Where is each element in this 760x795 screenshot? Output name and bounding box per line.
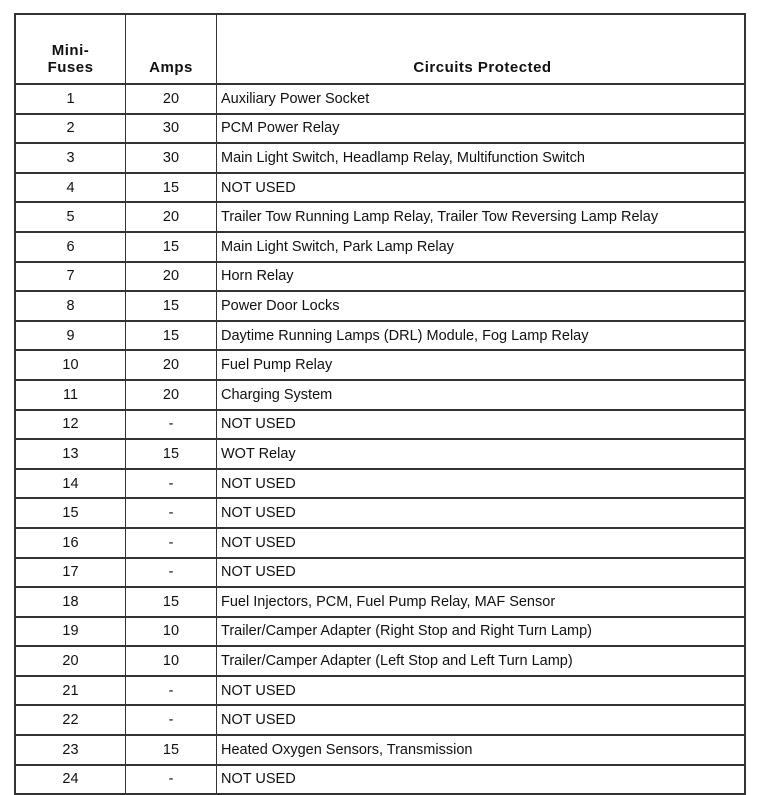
fuse-number-cell: 6: [15, 232, 126, 262]
amps-cell: 15: [126, 321, 217, 351]
circuit-cell: Main Light Switch, Park Lamp Relay: [217, 232, 746, 262]
amps-cell: 15: [126, 735, 217, 765]
amps-cell: -: [126, 528, 217, 558]
circuit-cell: Daytime Running Lamps (DRL) Module, Fog Lamp Relay: [217, 321, 746, 351]
amps-cell: -: [126, 676, 217, 706]
amps-cell: 15: [126, 587, 217, 617]
amps-cell: -: [126, 705, 217, 735]
circuit-cell: NOT USED: [217, 528, 746, 558]
table-row: [15, 173, 745, 203]
circuit-cell: NOT USED: [217, 765, 746, 795]
header-mini-fuses: [15, 14, 126, 84]
circuit-cell: NOT USED: [217, 173, 746, 203]
fuse-number-cell: 17: [15, 558, 126, 588]
amps-cell: -: [126, 558, 217, 588]
fuse-number-cell: 9: [15, 321, 126, 351]
amps-cell: 20: [126, 262, 217, 292]
circuit-cell: Fuel Injectors, PCM, Fuel Pump Relay, MAF Sensor: [217, 587, 746, 617]
table-row: [15, 291, 745, 321]
circuit-cell: NOT USED: [217, 498, 746, 528]
circuit-cell: Heated Oxygen Sensors, Transmission: [217, 735, 746, 765]
fuse-number-cell: 22: [15, 705, 126, 735]
circuit-cell: WOT Relay: [217, 439, 746, 469]
circuit-cell: NOT USED: [217, 558, 746, 588]
amps-cell: 30: [126, 114, 217, 144]
table-row: [15, 410, 745, 440]
amps-cell: 20: [126, 84, 217, 114]
fuse-number-cell: 8: [15, 291, 126, 321]
fuse-number-cell: 15: [15, 498, 126, 528]
amps-cell: 15: [126, 439, 217, 469]
header-amps: Amps: [126, 14, 217, 84]
table-row: [15, 617, 745, 647]
fuse-number-cell: 13: [15, 439, 126, 469]
amps-cell: 15: [126, 173, 217, 203]
circuit-cell: Trailer/Camper Adapter (Right Stop and Right Turn Lamp): [217, 617, 746, 647]
table-row: [15, 84, 745, 114]
circuit-cell: Auxiliary Power Socket: [217, 84, 746, 114]
fuse-number-cell: 23: [15, 735, 126, 765]
table-row: [15, 439, 745, 469]
fuse-number-cell: 3: [15, 143, 126, 173]
fuse-number-cell: 1: [15, 84, 126, 114]
amps-cell: -: [126, 765, 217, 795]
table-row: [15, 469, 745, 499]
fuse-number-cell: 14: [15, 469, 126, 499]
table-row: [15, 528, 745, 558]
circuit-cell: Fuel Pump Relay: [217, 350, 746, 380]
table-row: [15, 676, 745, 706]
circuit-cell: Charging System: [217, 380, 746, 410]
fuse-number-cell: 11: [15, 380, 126, 410]
table-row: [15, 558, 745, 588]
circuit-cell: NOT USED: [217, 705, 746, 735]
fuse-number-cell: 12: [15, 410, 126, 440]
amps-cell: 15: [126, 232, 217, 262]
fuse-number-cell: 18: [15, 587, 126, 617]
circuit-cell: NOT USED: [217, 676, 746, 706]
fuse-number-cell: 7: [15, 262, 126, 292]
table-row: [15, 705, 745, 735]
header-fuse-line1: Mini-: [51, 42, 90, 59]
circuit-cell: Horn Relay: [217, 262, 746, 292]
circuit-cell: Main Light Switch, Headlamp Relay, Multifunction Switch: [217, 143, 746, 173]
amps-cell: 20: [126, 380, 217, 410]
fuse-table: [14, 13, 746, 795]
table-row: [15, 143, 745, 173]
table-row: [15, 646, 745, 676]
table-row: [15, 114, 745, 144]
amps-cell: 10: [126, 617, 217, 647]
circuit-cell: Trailer/Camper Adapter (Left Stop and Left Turn Lamp): [217, 646, 746, 676]
amps-cell: -: [126, 498, 217, 528]
amps-cell: 20: [126, 202, 217, 232]
fuse-number-cell: 2: [15, 114, 126, 144]
table-row: [15, 587, 745, 617]
table-row: [15, 765, 745, 795]
fuse-number-cell: 10: [15, 350, 126, 380]
header-circuits-protected: Circuits Protected: [217, 14, 746, 84]
fuse-number-cell: 24: [15, 765, 126, 795]
circuit-cell: Power Door Locks: [217, 291, 746, 321]
amps-cell: 15: [126, 291, 217, 321]
table-row: [15, 350, 745, 380]
circuit-cell: Trailer Tow Running Lamp Relay, Trailer Tow Reversing Lamp Relay: [217, 202, 746, 232]
table-row: [15, 735, 745, 765]
fuse-number-cell: 4: [15, 173, 126, 203]
circuit-cell: NOT USED: [217, 469, 746, 499]
table-row: [15, 262, 745, 292]
fuse-number-cell: 16: [15, 528, 126, 558]
fuse-number-cell: 21: [15, 676, 126, 706]
table-row: [15, 380, 745, 410]
table-row: [15, 232, 745, 262]
amps-cell: 30: [126, 143, 217, 173]
fuse-number-cell: 19: [15, 617, 126, 647]
amps-cell: -: [126, 469, 217, 499]
header-row: [15, 14, 745, 84]
amps-cell: 20: [126, 350, 217, 380]
circuit-cell: NOT USED: [217, 410, 746, 440]
fuse-number-cell: 5: [15, 202, 126, 232]
amps-cell: 10: [126, 646, 217, 676]
circuit-cell: PCM Power Relay: [217, 114, 746, 144]
table-row: [15, 202, 745, 232]
table-row: [15, 498, 745, 528]
table-row: [15, 321, 745, 351]
amps-cell: -: [126, 410, 217, 440]
fuse-number-cell: 20: [15, 646, 126, 676]
header-fuse-line2: Fuses: [47, 59, 94, 76]
